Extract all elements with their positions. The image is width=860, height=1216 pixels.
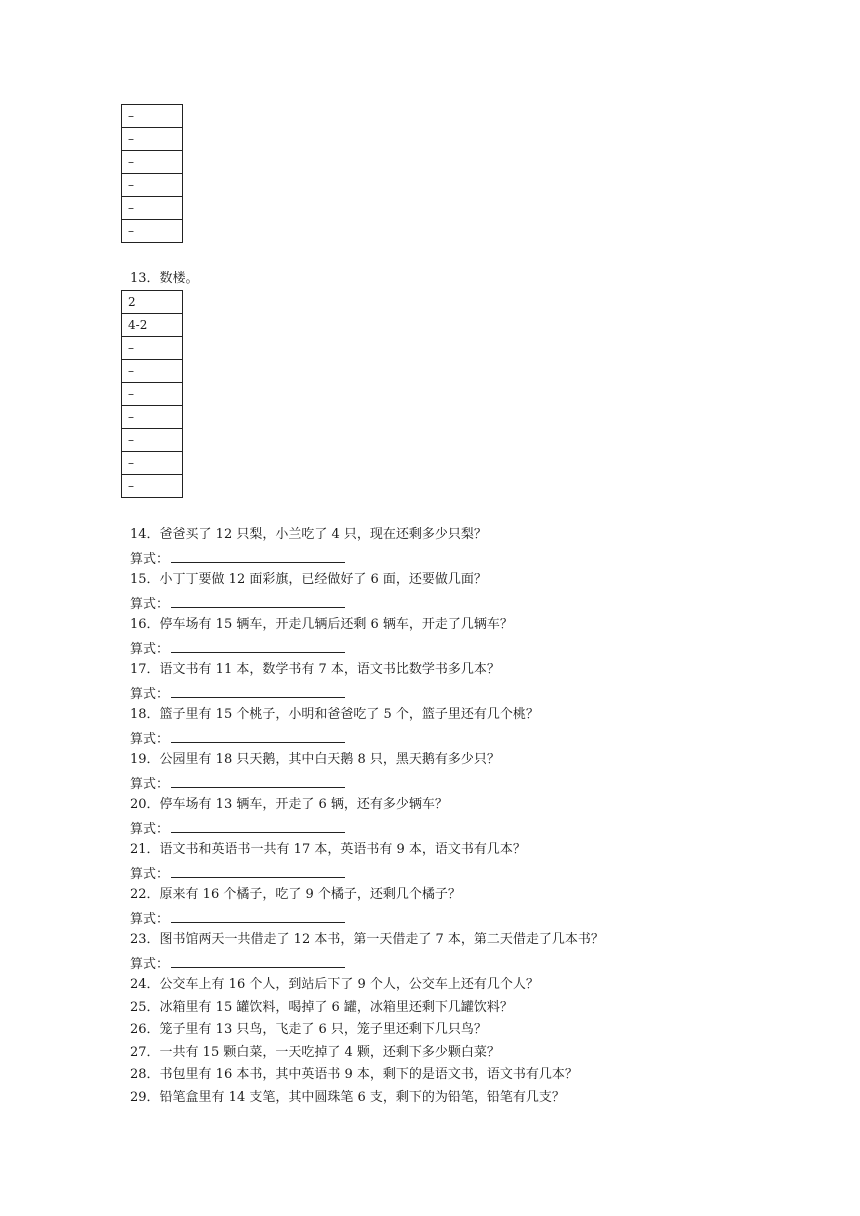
table-row (122, 452, 183, 475)
formula-label: 算式： (130, 957, 170, 972)
table-cell[interactable]: – (122, 406, 183, 429)
question-13-title: 13．数楼。 (130, 271, 199, 286)
table-cell[interactable]: – (122, 151, 183, 174)
answer-blank[interactable] (171, 954, 345, 968)
formula-label: 算式： (130, 867, 170, 882)
formula-line (130, 774, 345, 794)
table-row (122, 360, 183, 383)
formula-line (130, 639, 345, 659)
answer-blank[interactable] (171, 594, 345, 608)
floor-count-table (121, 290, 183, 498)
question-14: 14．爸爸买了 12 只梨，小兰吃了 4 只，现在还剩多少只梨？ (130, 527, 487, 542)
question-17: 17．语文书有 11 本，数学书有 7 本，语文书比数学书多几本？ (130, 662, 500, 677)
formula-line (130, 864, 345, 884)
answer-blank[interactable] (171, 819, 345, 833)
question-15: 15．小丁丁要做 12 面彩旗，已经做好了 6 面，还要做几面？ (130, 572, 487, 587)
formula-label: 算式： (130, 912, 170, 927)
table-row (122, 220, 183, 243)
table-cell[interactable]: – (122, 360, 183, 383)
table-cell[interactable]: – (122, 105, 183, 128)
table-cell[interactable]: – (122, 475, 183, 498)
formula-line (130, 954, 345, 974)
table-cell[interactable]: – (122, 383, 183, 406)
question-29: 29．铅笔盒里有 14 支笔，其中圆珠笔 6 支，剩下的为铅笔，铅笔有几支？ (130, 1090, 565, 1105)
table-row (122, 406, 183, 429)
table-row (122, 151, 183, 174)
table-cell[interactable]: – (122, 337, 183, 360)
formula-line (130, 684, 345, 704)
answer-blank[interactable] (171, 774, 345, 788)
table-row (122, 337, 183, 360)
answer-blank[interactable] (171, 639, 345, 653)
table-row (122, 105, 183, 128)
answer-blank[interactable] (171, 684, 345, 698)
table-cell[interactable]: – (122, 174, 183, 197)
table-row (122, 174, 183, 197)
question-16: 16．停车场有 15 辆车，开走几辆后还剩 6 辆车，开走了几辆车？ (130, 617, 513, 632)
table-row (122, 475, 183, 498)
table-cell[interactable]: 4-2 (122, 314, 183, 337)
question-22: 22．原来有 16 个橘子，吃了 9 个橘子，还剩几个橘子？ (130, 887, 461, 902)
table-cell[interactable]: – (122, 128, 183, 151)
answer-blank[interactable] (171, 549, 345, 563)
formula-line (130, 594, 345, 614)
table-row (122, 197, 183, 220)
table-cell[interactable]: – (122, 220, 183, 243)
answer-blank[interactable] (171, 864, 345, 878)
formula-label: 算式： (130, 732, 170, 747)
top-box-table (121, 104, 183, 243)
table-cell[interactable]: 2 (122, 291, 183, 314)
question-27: 27．一共有 15 颗白菜，一天吃掉了 4 颗，还剩下多少颗白菜？ (130, 1045, 500, 1060)
question-28: 28．书包里有 16 本书，其中英语书 9 本，剩下的是语文书，语文书有几本？ (130, 1067, 578, 1082)
formula-line (130, 549, 345, 569)
table-row (122, 128, 183, 151)
question-23: 23．图书馆两天一共借走了 12 本书，第一天借走了 7 本，第二天借走了几本书？ (130, 932, 604, 947)
formula-line (130, 909, 345, 929)
formula-label: 算式： (130, 552, 170, 567)
question-20: 20．停车场有 13 辆车，开走了 6 辆，还有多少辆车？ (130, 797, 448, 812)
table-row (122, 291, 183, 314)
answer-blank[interactable] (171, 909, 345, 923)
formula-line (130, 729, 345, 749)
question-18: 18．篮子里有 15 个桃子，小明和爸爸吃了 5 个，篮子里还有几个桃？ (130, 707, 539, 722)
question-19: 19．公园里有 18 只天鹅，其中白天鹅 8 只，黑天鹅有多少只？ (130, 752, 500, 767)
table-cell[interactable]: – (122, 197, 183, 220)
table-cell[interactable]: – (122, 429, 183, 452)
formula-line (130, 819, 345, 839)
answer-blank[interactable] (171, 729, 345, 743)
table-row (122, 314, 183, 337)
formula-label: 算式： (130, 687, 170, 702)
formula-label: 算式： (130, 822, 170, 837)
table-row (122, 429, 183, 452)
question-26: 26．笼子里有 13 只鸟，飞走了 6 只，笼子里还剩下几只鸟？ (130, 1022, 487, 1037)
formula-label: 算式： (130, 777, 170, 792)
question-21: 21．语文书和英语书一共有 17 本，英语书有 9 本，语文书有几本？ (130, 842, 526, 857)
formula-label: 算式： (130, 642, 170, 657)
question-24: 24．公交车上有 16 个人，到站后下了 9 个人，公交车上还有几个人？ (130, 977, 539, 992)
formula-label: 算式： (130, 597, 170, 612)
table-cell[interactable]: – (122, 452, 183, 475)
table-row (122, 383, 183, 406)
question-25: 25．冰箱里有 15 罐饮料，喝掉了 6 罐，冰箱里还剩下几罐饮料？ (130, 1000, 513, 1015)
